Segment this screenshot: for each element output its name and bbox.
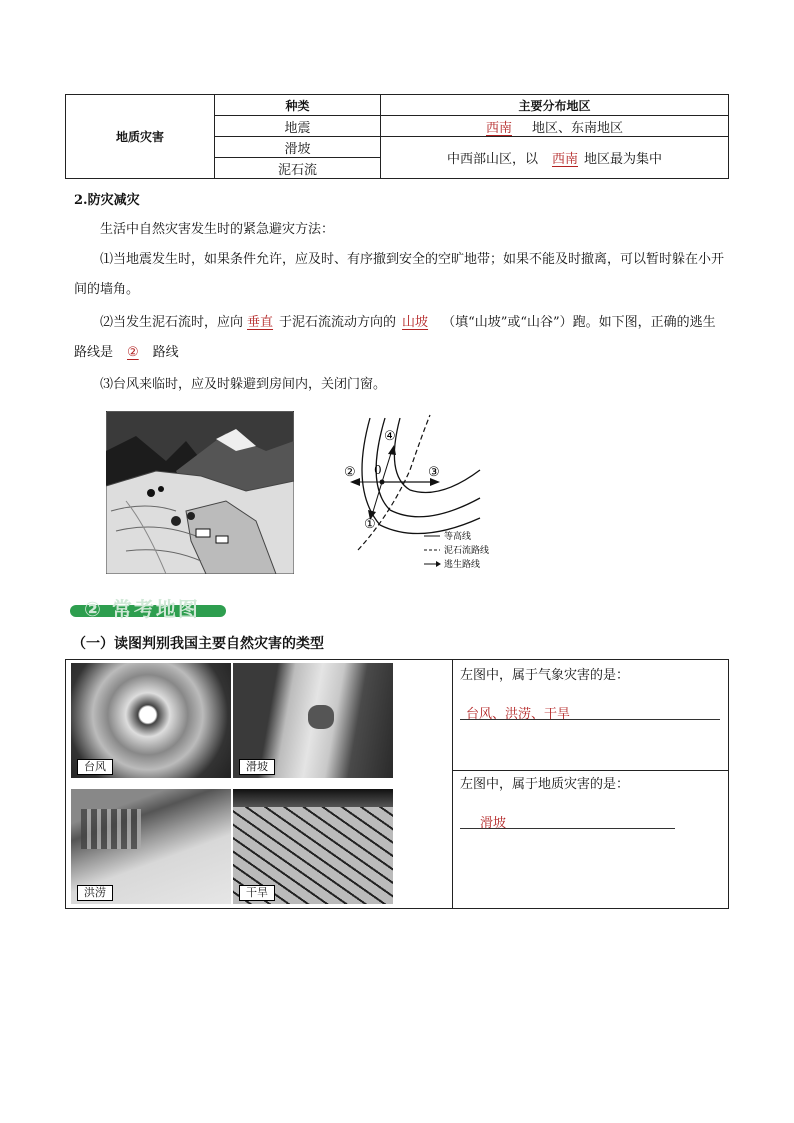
debris-flow-illustration: [106, 411, 294, 574]
photo-typhoon: [71, 663, 231, 778]
type-landslide: 滑坡: [215, 137, 381, 158]
photo-landslide: [233, 663, 393, 778]
route-label-2: ②: [344, 465, 356, 480]
answer-blank: 山坡: [402, 315, 429, 330]
category-cell: 地质灾害: [66, 95, 215, 179]
paragraph-typhoon: ⑶台风来临时，应及时躲避到房间内，关闭门窗。: [100, 377, 387, 392]
answer-blank: 垂直: [247, 315, 274, 330]
type-debris-flow: 泥石流: [215, 158, 381, 179]
photo-label: 滑坡: [239, 759, 275, 775]
paragraph-debris-flow: ⑵当发生泥石流时，应向 垂直 于泥石流流动方向的 山坡 （填“山坡”或“山谷”）跑。如下图，正确的逃生路线是 ② 路线: [74, 315, 716, 360]
route-origin: 0: [374, 463, 382, 477]
question-geological: 左图中，属于地质灾害的是：: [460, 777, 630, 792]
intro-text: 生活中自然灾害发生时的紧急避灾方法：: [100, 222, 335, 237]
answer-text: 台风、洪涝、干旱: [466, 707, 571, 722]
answer-blank: 西南: [551, 152, 578, 167]
answer-text: 滑坡: [480, 816, 507, 831]
section-heading: 2.防灾减灾: [74, 193, 140, 208]
type-earthquake: 地震: [215, 116, 381, 137]
section-banner: [70, 595, 226, 619]
legend-debris: 泥石流路线: [444, 546, 490, 556]
route-label-3: ③: [428, 465, 440, 480]
photo-label: 干旱: [239, 885, 275, 901]
geo-disaster-table: [65, 94, 729, 179]
region-earthquake: 西南 地区、东南地区: [381, 116, 729, 137]
answer-line-meteorological: [460, 703, 720, 720]
answer-line-geological: [460, 812, 675, 829]
legend-escape: 逃生路线: [444, 560, 481, 570]
escape-route-diagram: [330, 410, 510, 576]
answer-blank: 西南: [485, 120, 512, 136]
route-label-4: ④: [384, 429, 396, 444]
photo-flood: [71, 789, 231, 904]
paragraph-earthquake: ⑴当地震发生时，如果条件允许，应及时、有序撤到安全的空旷地带；如果不能及时撤离，可以暂时躲在小开间的墙角。: [74, 252, 725, 297]
answer-blank: ②: [127, 345, 139, 360]
header-type: 种类: [215, 95, 381, 116]
region-merged: 中西部山区，以 西南 地区最为集中: [381, 137, 729, 179]
header-region: 主要分布地区: [381, 95, 729, 116]
photo-label: 洪涝: [77, 885, 113, 901]
photo-drought: [233, 789, 393, 904]
banner-title: 常考地图: [111, 597, 200, 621]
photo-label: 台风: [77, 759, 113, 775]
route-label-1: ①: [364, 517, 376, 532]
question-meteorological: 左图中，属于气象灾害的是：: [460, 668, 630, 683]
banner-number: ②: [84, 597, 103, 621]
subheading: （一）读图判别我国主要自然灾害的类型: [72, 636, 324, 652]
legend-contour: 等高线: [444, 532, 472, 542]
